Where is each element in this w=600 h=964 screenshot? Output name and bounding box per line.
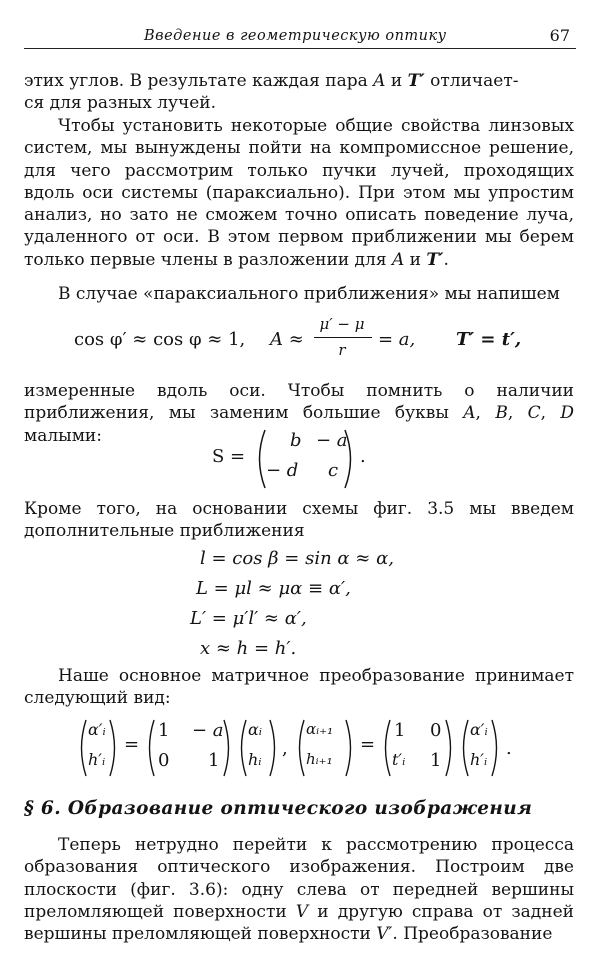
eq-fraction-bar bbox=[314, 337, 372, 338]
text-span: измеренные вдоль оси. Чтобы помнить о наличии приближения, мы заменим большие буквы bbox=[24, 381, 574, 424]
left-paren-icon bbox=[144, 718, 156, 778]
left-paren-icon bbox=[236, 718, 248, 778]
left-paren-icon bbox=[380, 718, 392, 778]
matrix-entry: 1 bbox=[394, 720, 406, 741]
text-span: ся для разных лучей. bbox=[24, 93, 217, 114]
matrix-entry: α′ᵢ bbox=[470, 720, 488, 739]
running-header bbox=[24, 24, 576, 49]
symbol-C: C bbox=[527, 403, 541, 424]
text-span: Чтобы установить некоторые общие свойства линзовых систем, мы вынуждены пойти на компромиссное решение, для чего рассмотрим только пучки лучей, проходящих вдоль оси системы (параксиально). При этом мы упростим анализ, но зато не сможем точно описать поведение луча, удаленного от оси. В этом первом приближении мы берем только первые члены в разложении для bbox=[24, 116, 574, 270]
symbol-A: A bbox=[391, 249, 405, 270]
matrix-entry: αᵢ₊₁ bbox=[306, 720, 334, 738]
equation-matrix-transform: α′ᵢ h′ᵢ = 1 − a 0 1 αᵢ hᵢ , αᵢ₊₁ hᵢ₊₁ = 1 0 t′ᵢ 1 α′ᵢ h′ᵢ . bbox=[76, 718, 546, 782]
paragraph-6 bbox=[24, 665, 574, 710]
matrix-entry: αᵢ bbox=[248, 720, 263, 739]
text-span: и другую справа от задней вершины преломляющей поверхности bbox=[24, 901, 574, 945]
matrix-entry: 0 bbox=[430, 720, 442, 741]
matrix-entry: hᵢ bbox=[248, 750, 262, 769]
matrix-entry: 1 bbox=[208, 750, 220, 771]
text-span: и bbox=[390, 71, 403, 91]
paragraph-5 bbox=[24, 498, 574, 543]
text-span: Наше основное матричное преобразование принимает следующий вид: bbox=[24, 666, 574, 709]
matrix-entry: b bbox=[290, 430, 302, 451]
paragraph-2: Чтобы установить некоторые общие свойства линзовых систем, мы вынуждены пойти на компромиссное решение, для чего рассмотрим только пучки лучей, проходящих вдоль оси системы (параксиально). При этом мы упростим анализ, но зато не сможем точно описать поведение луча, удаленного от оси. В этом первом приближении мы берем только первые члены в разложении для A и T′. bbox=[24, 116, 574, 270]
eq-S-lhs: S = bbox=[212, 446, 246, 467]
right-paren-icon bbox=[490, 718, 502, 778]
eq-cos: cos φ′ ≈ cos φ ≈ 1, bbox=[74, 329, 246, 350]
matrix-entry: h′ᵢ bbox=[470, 750, 488, 769]
eq-fraction-den: r bbox=[338, 341, 346, 359]
text-span: . Преобразование bbox=[392, 924, 553, 945]
paragraph-1 bbox=[24, 70, 574, 115]
left-paren-icon bbox=[76, 718, 88, 778]
right-paren-icon bbox=[344, 718, 356, 778]
matrix-entry: hᵢ₊₁ bbox=[306, 750, 333, 768]
approx-line: x ≈ h = h′. bbox=[200, 638, 297, 659]
eq-A: A ≈ bbox=[270, 329, 304, 350]
matrix-entry: h′ᵢ bbox=[88, 750, 106, 769]
matrix-entry: 1 bbox=[158, 720, 170, 741]
paragraph-3 bbox=[24, 283, 574, 305]
left-paren-icon bbox=[458, 718, 470, 778]
right-paren-icon bbox=[342, 428, 358, 490]
eq-fraction-num: μ′ − μ bbox=[319, 315, 365, 333]
symbol-D: D bbox=[560, 403, 575, 424]
text-span: и bbox=[409, 249, 421, 270]
equation-paraxial bbox=[74, 311, 574, 371]
right-paren-icon bbox=[268, 718, 280, 778]
text-span: отличает- bbox=[430, 71, 519, 91]
paragraph-7 bbox=[24, 834, 574, 945]
symbol-V-prime: V′ bbox=[376, 924, 393, 945]
matrix-entry: α′ᵢ bbox=[88, 720, 106, 739]
running-header-title: Введение в геометрическую оптику bbox=[144, 28, 447, 44]
matrix-entry: − d bbox=[266, 460, 299, 481]
symbol-B: B bbox=[495, 403, 508, 424]
matrix-entry: t′ᵢ bbox=[392, 750, 406, 769]
text-span: этих углов. В результате каждая пара bbox=[24, 71, 368, 91]
symbol-V: V bbox=[295, 901, 309, 922]
right-paren-icon bbox=[222, 718, 234, 778]
matrix-entry: − a bbox=[316, 430, 348, 451]
approx-line: L = μl ≈ μα ≡ α′, bbox=[196, 578, 351, 599]
right-paren-icon bbox=[108, 718, 120, 778]
equation-matrix-S: S = b − a − d c . bbox=[212, 428, 382, 508]
matrix-entry: 1 bbox=[430, 750, 442, 771]
eq-rhs-a: = a, bbox=[378, 329, 416, 350]
matrix-entry: − a bbox=[192, 720, 224, 741]
symbol-A: A bbox=[463, 403, 476, 424]
text-span: Кроме того, на основании схемы фиг. 3.5 мы введем дополнительные приближения bbox=[24, 499, 574, 542]
symbol-T-prime: T′ bbox=[407, 71, 425, 91]
section-heading: § 6. Образование оптического изображения bbox=[24, 798, 533, 819]
text-span: Теперь нетрудно перейти к рассмотрению процесса образования оптического изображения. Построим две плоскости (фиг. 3.6): одну слева от передней вершины преломляющей поверхности bbox=[24, 835, 574, 922]
matrix-entry: 0 bbox=[158, 750, 170, 771]
matrix-entry: c bbox=[328, 460, 339, 481]
symbol-T-prime: T′ bbox=[426, 249, 444, 270]
right-paren-icon bbox=[444, 718, 456, 778]
paragraph-4: измеренные вдоль оси. Чтобы помнить о наличии приближения, мы заменим большие буквы A, B, C, D малыми: bbox=[24, 381, 575, 446]
approx-line: L′ = μ′l′ ≈ α′, bbox=[190, 608, 307, 629]
eq-T: T′ = t′, bbox=[456, 329, 522, 350]
page-number: 67 bbox=[549, 26, 570, 45]
text-span: В случае «параксиального приближения» мы напишем bbox=[58, 284, 560, 304]
text-span: малыми: bbox=[24, 425, 102, 446]
left-paren-icon bbox=[294, 718, 306, 778]
equation-approximations bbox=[190, 548, 418, 678]
approx-line: l = cos β = sin α ≈ α, bbox=[200, 548, 394, 569]
symbol-A: A bbox=[373, 71, 386, 91]
